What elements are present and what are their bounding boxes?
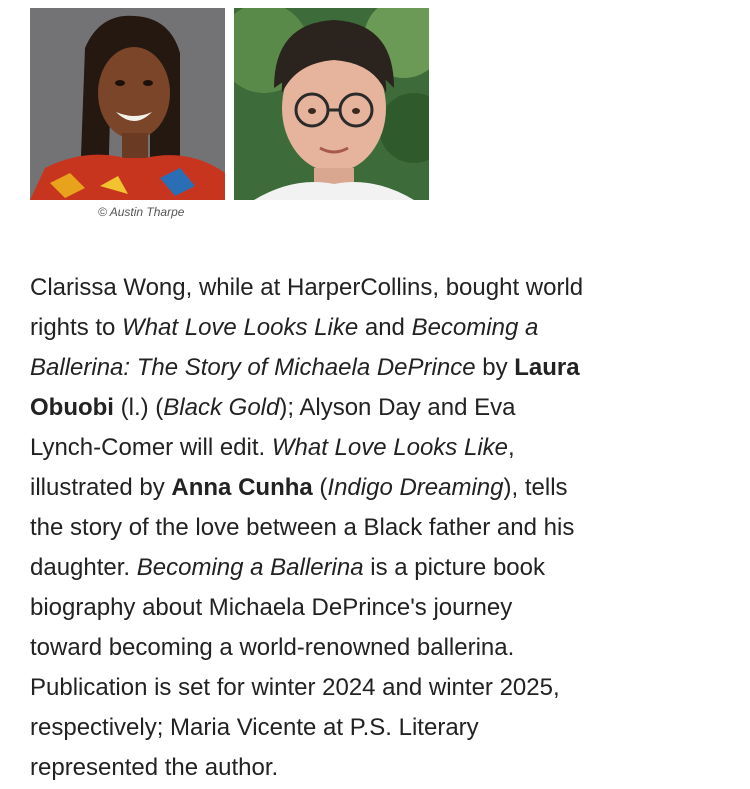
article-line xyxy=(30,508,730,548)
text-run: Lynch-Comer will edit. xyxy=(30,434,272,461)
author-photo-image xyxy=(30,8,225,200)
text-run: Clarissa Wong, while at HarperCollins, bought world xyxy=(30,274,584,301)
book-title: Black Gold xyxy=(163,394,280,421)
person-name: Anna Cunha xyxy=(171,474,313,501)
article-line xyxy=(30,708,730,748)
article-line xyxy=(30,588,730,628)
text-run: toward becoming a world-renowned ballerina. xyxy=(30,634,515,661)
author-photo xyxy=(30,8,225,200)
person-name: Laura xyxy=(514,354,580,381)
article-line xyxy=(30,548,730,588)
text-run: daughter. xyxy=(30,554,137,581)
book-title: Ballerina: The Story of Michaela DePrince xyxy=(30,354,476,381)
text-run: Publication is set for winter 2024 and winter 2025, xyxy=(30,674,560,701)
article-line xyxy=(30,748,730,788)
article-line xyxy=(30,468,730,508)
text-run: respectively; Maria Vicente at P.S. Literary xyxy=(30,714,479,741)
text-run: ), tells xyxy=(503,474,568,501)
article-paragraph xyxy=(30,268,730,788)
text-run: is a picture book xyxy=(363,554,545,581)
article-line xyxy=(30,668,730,708)
book-title: Becoming a xyxy=(411,314,539,341)
article-line xyxy=(30,308,730,348)
book-title: Indigo Dreaming xyxy=(327,474,504,501)
text-run: and xyxy=(358,314,412,341)
book-title: What Love Looks Like xyxy=(122,314,359,341)
text-run: represented the author. xyxy=(30,754,279,781)
article-line xyxy=(30,428,730,468)
article-line xyxy=(30,268,730,308)
text-run: by xyxy=(475,354,515,381)
text-run: biography about Michaela DePrince's journey xyxy=(30,594,513,621)
person-name: Obuobi xyxy=(30,394,114,421)
text-run: rights to xyxy=(30,314,123,341)
text-run: (l.) ( xyxy=(113,394,164,421)
text-run: illustrated by xyxy=(30,474,172,501)
illustrator-photo xyxy=(234,8,429,200)
text-run: , xyxy=(508,434,515,461)
photo-credit: © Austin Tharpe xyxy=(98,205,185,219)
article-line xyxy=(30,348,730,388)
text-run: ( xyxy=(312,474,328,501)
article-line xyxy=(30,388,730,428)
book-title: What Love Looks Like xyxy=(271,434,508,461)
illustrator-photo-image xyxy=(234,8,429,200)
article-line xyxy=(30,628,730,668)
text-run: ); Alyson Day and Eva xyxy=(279,394,516,421)
book-title: Becoming a Ballerina xyxy=(136,554,364,581)
text-run: the story of the love between a Black father and his xyxy=(30,514,575,541)
